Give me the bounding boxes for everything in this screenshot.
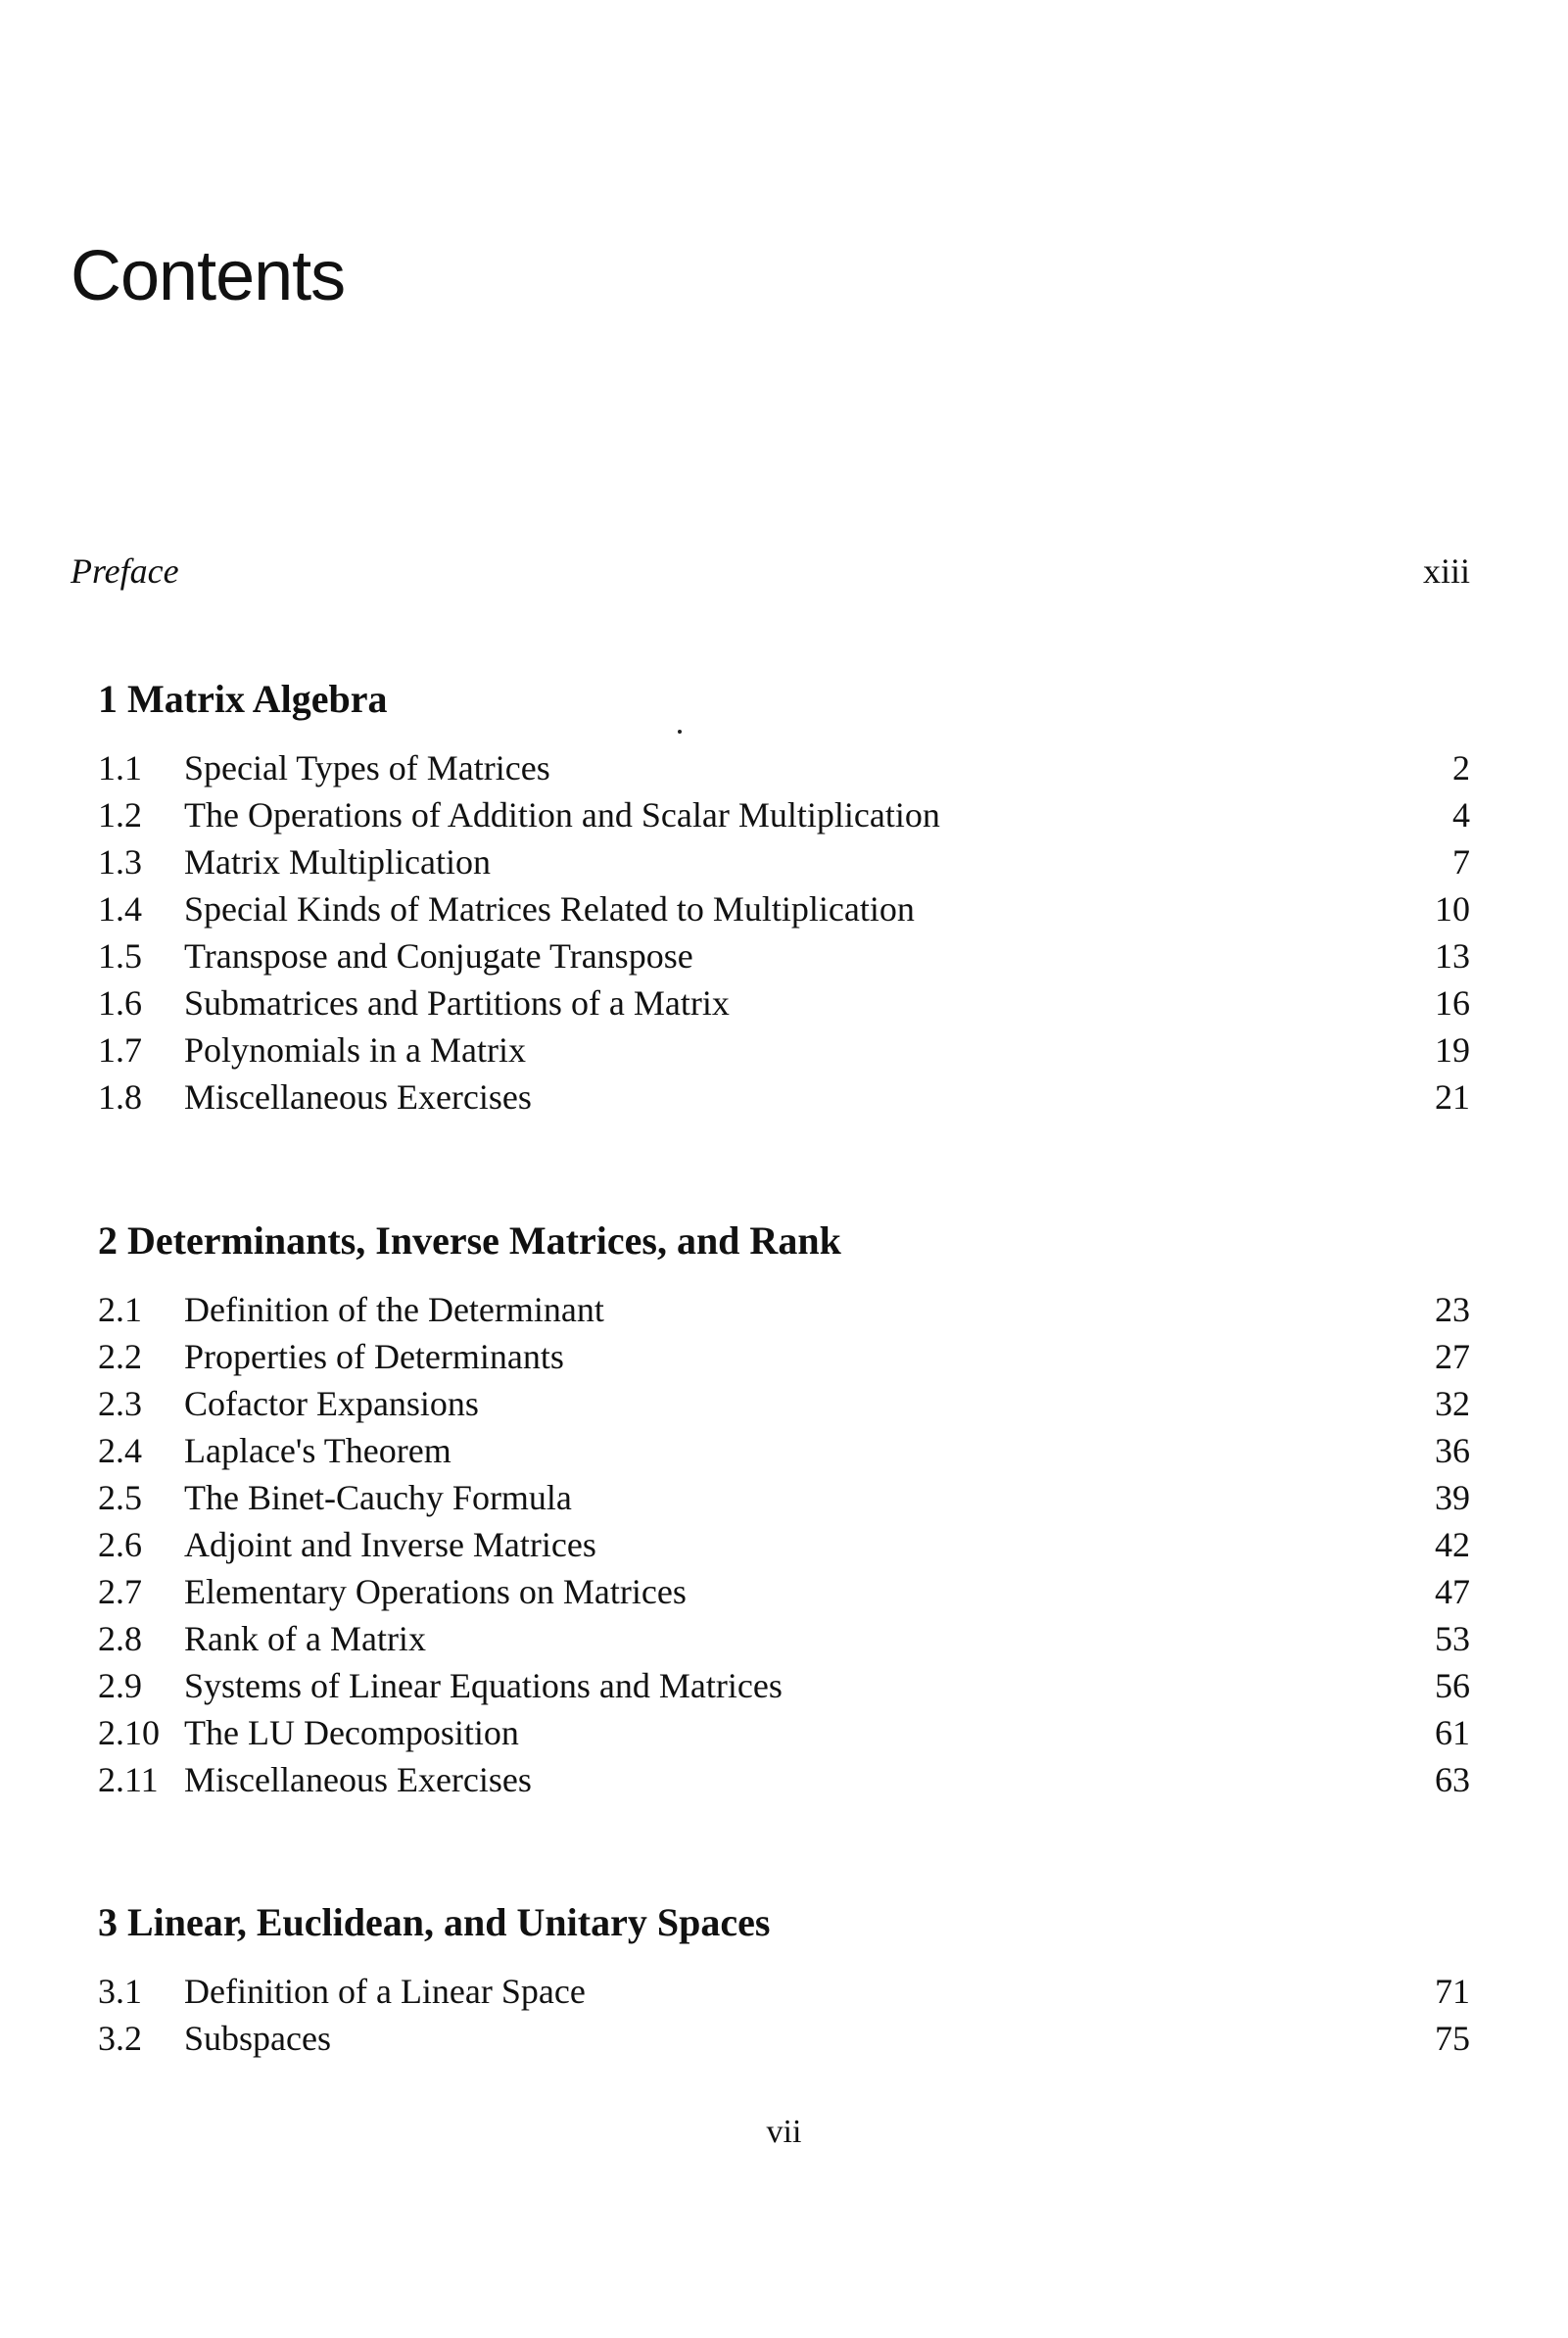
section-page-number: 39 bbox=[1435, 1478, 1470, 1517]
section-number: 2.11 bbox=[98, 1760, 159, 1799]
section-title: Definition of the Determinant bbox=[184, 1290, 604, 1329]
section-page-number: 56 bbox=[1435, 1666, 1470, 1705]
section-number: 3.1 bbox=[98, 1972, 142, 2011]
toc-entry[interactable] bbox=[98, 1521, 1470, 1568]
section-title: Subspaces bbox=[184, 2019, 331, 2058]
section-title: Miscellaneous Exercises bbox=[184, 1760, 532, 1799]
toc-entry[interactable] bbox=[98, 1756, 1470, 1803]
section-page-number: 4 bbox=[1452, 795, 1470, 835]
section-number: 1.8 bbox=[98, 1077, 142, 1117]
section-page-number: 36 bbox=[1435, 1431, 1470, 1470]
section-title: The LU Decomposition bbox=[184, 1713, 519, 1752]
section-page-number: 63 bbox=[1435, 1760, 1470, 1799]
section-number: 2.2 bbox=[98, 1337, 142, 1376]
section-title: Systems of Linear Equations and Matrices bbox=[184, 1666, 783, 1705]
section-title: Rank of a Matrix bbox=[184, 1619, 426, 1658]
page-number: vii bbox=[766, 2114, 802, 2150]
toc-entry[interactable] bbox=[98, 1709, 1470, 1756]
page-title: Contents bbox=[71, 237, 346, 316]
section-title: Adjoint and Inverse Matrices bbox=[184, 1525, 596, 1564]
section-number: 1.7 bbox=[98, 1030, 142, 1070]
section-title: Matrix Multiplication bbox=[184, 842, 491, 882]
section-list bbox=[98, 1968, 1470, 2062]
toc-entry[interactable] bbox=[98, 979, 1470, 1026]
section-number: 2.3 bbox=[98, 1384, 142, 1423]
section-title: Cofactor Expansions bbox=[184, 1384, 479, 1423]
preface-page-number: xiii bbox=[1422, 551, 1470, 591]
toc-entry[interactable] bbox=[98, 1474, 1470, 1521]
section-number: 1.2 bbox=[98, 795, 142, 835]
section-page-number: 2 bbox=[1452, 748, 1470, 787]
section-page-number: 53 bbox=[1435, 1619, 1470, 1658]
toc-entry[interactable] bbox=[98, 838, 1470, 885]
toc-entry-preface[interactable] bbox=[71, 550, 1470, 592]
section-number: 2.4 bbox=[98, 1431, 142, 1470]
chapter-1 bbox=[98, 677, 1470, 1121]
section-title: Elementary Operations on Matrices bbox=[184, 1572, 687, 1611]
toc-entry[interactable] bbox=[98, 1615, 1470, 1662]
toc-entry[interactable] bbox=[98, 1427, 1470, 1474]
toc-entry[interactable] bbox=[98, 1286, 1470, 1333]
section-page-number: 21 bbox=[1435, 1077, 1470, 1117]
section-title: Properties of Determinants bbox=[184, 1337, 564, 1376]
section-page-number: 16 bbox=[1435, 983, 1470, 1023]
section-page-number: 10 bbox=[1435, 889, 1470, 929]
toc-entry[interactable] bbox=[98, 791, 1470, 838]
section-page-number: 23 bbox=[1435, 1290, 1470, 1329]
section-page-number: 71 bbox=[1435, 1972, 1470, 2011]
section-number: 3.2 bbox=[98, 2019, 142, 2058]
section-number: 2.1 bbox=[98, 1290, 142, 1329]
toc-entry[interactable] bbox=[98, 1568, 1470, 1615]
section-number: 2.6 bbox=[98, 1525, 142, 1564]
section-page-number: 42 bbox=[1435, 1525, 1470, 1564]
chapter-heading[interactable]: 3 Linear, Euclidean, and Unitary Spaces bbox=[98, 1900, 771, 1944]
section-page-number: 47 bbox=[1435, 1572, 1470, 1611]
section-list bbox=[98, 744, 1470, 1121]
section-number: 2.7 bbox=[98, 1572, 142, 1611]
section-title: Definition of a Linear Space bbox=[184, 1972, 586, 2011]
chapter-heading[interactable]: 2 Determinants, Inverse Matrices, and Rank bbox=[98, 1218, 841, 1263]
section-number: 1.3 bbox=[98, 842, 142, 882]
section-number: 2.5 bbox=[98, 1478, 142, 1517]
section-page-number: 61 bbox=[1435, 1713, 1470, 1752]
section-number: 1.1 bbox=[98, 748, 142, 787]
chapter-heading[interactable]: 1 Matrix Algebra bbox=[98, 677, 388, 721]
section-title: Laplace's Theorem bbox=[184, 1431, 451, 1470]
section-title: Special Kinds of Matrices Related to Multiplication bbox=[184, 889, 915, 929]
section-list bbox=[98, 1286, 1470, 1803]
section-number: 1.5 bbox=[98, 936, 142, 976]
section-page-number: 19 bbox=[1435, 1030, 1470, 1070]
chapter-2 bbox=[98, 1218, 1470, 1803]
section-page-number: 13 bbox=[1435, 936, 1470, 976]
section-title: Polynomials in a Matrix bbox=[184, 1030, 526, 1070]
section-title: Special Types of Matrices bbox=[184, 748, 550, 787]
toc-entry[interactable] bbox=[98, 744, 1470, 791]
toc-entry[interactable] bbox=[98, 1026, 1470, 1074]
section-number: 2.9 bbox=[98, 1666, 142, 1705]
section-page-number: 32 bbox=[1435, 1384, 1470, 1423]
toc-entry[interactable] bbox=[98, 1380, 1470, 1427]
section-page-number: 7 bbox=[1452, 842, 1470, 882]
section-title: Submatrices and Partitions of a Matrix bbox=[184, 983, 730, 1023]
toc-entry[interactable] bbox=[98, 1968, 1470, 2015]
toc-entry[interactable] bbox=[98, 1074, 1470, 1121]
chapter-3 bbox=[98, 1900, 1470, 2062]
section-title: The Operations of Addition and Scalar Multiplication bbox=[184, 795, 940, 835]
toc-entry[interactable] bbox=[98, 1662, 1470, 1709]
section-number: 2.8 bbox=[98, 1619, 142, 1658]
section-number: 2.10 bbox=[98, 1713, 160, 1752]
toc-entry[interactable] bbox=[98, 2015, 1470, 2062]
section-number: 1.6 bbox=[98, 983, 142, 1023]
toc-entry[interactable] bbox=[98, 885, 1470, 932]
section-title: Miscellaneous Exercises bbox=[184, 1077, 532, 1117]
toc-entry[interactable] bbox=[98, 932, 1470, 979]
section-title: Transpose and Conjugate Transpose bbox=[184, 936, 693, 976]
preface-label: Preface bbox=[71, 551, 179, 591]
section-page-number: 75 bbox=[1435, 2019, 1470, 2058]
section-page-number: 27 bbox=[1435, 1337, 1470, 1376]
section-title: The Binet-Cauchy Formula bbox=[184, 1478, 572, 1517]
section-number: 1.4 bbox=[98, 889, 142, 929]
toc-entry[interactable] bbox=[98, 1333, 1470, 1380]
